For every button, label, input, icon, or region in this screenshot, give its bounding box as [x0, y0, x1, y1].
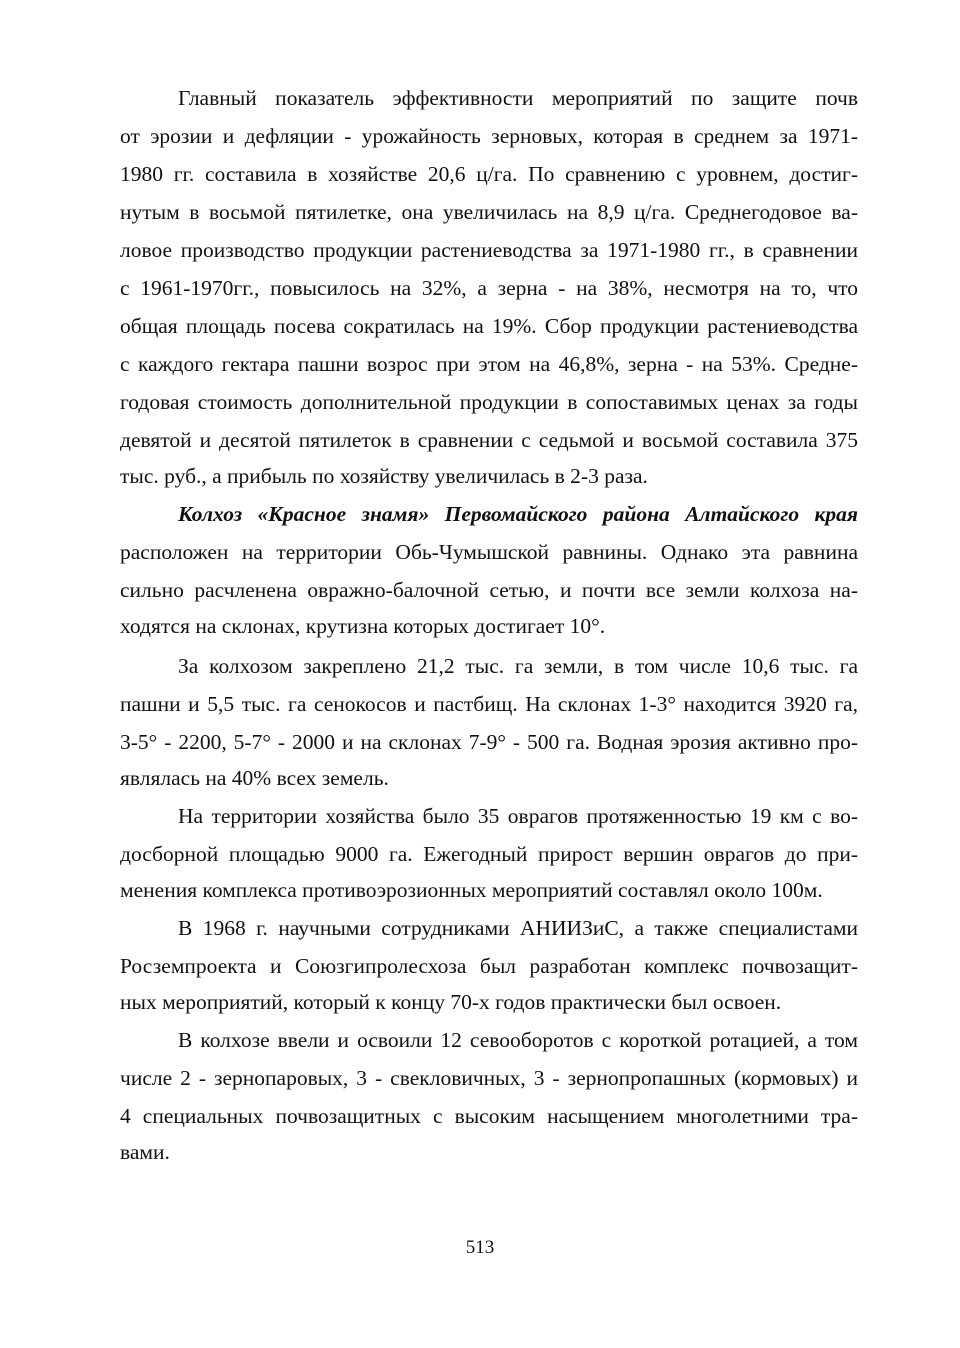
paragraph-6-line-2: числе 2 - зернопаровых, 3 - свекловичных, 3 - зернопропашных (кормовых) и — [120, 1066, 858, 1090]
paragraph-1-line-6: с 1961-1970гг., повысилось на 32%, а зерна - на 38%, несмотря на то, что — [120, 276, 858, 300]
paragraph-1-line-7: общая площадь посева сократилась на 19%. Сбор продукции растениеводства — [120, 314, 858, 338]
farm-heading-text: Колхоз «Красное знамя» Первомайского района Алтайского края — [178, 502, 858, 526]
paragraph-1-line-3: 1980 гг. составила в хозяйстве 20,6 ц/га. По сравнению с уровнем, достиг- — [120, 162, 858, 186]
page-number: 513 — [465, 1237, 495, 1258]
paragraph-4-line-1: На территории хозяйства было 35 оврагов протяженностью 19 км с во- — [178, 804, 858, 828]
paragraph-4-line-3: менения комплекса противоэрозионных мероприятий составлял около 100м. — [120, 878, 823, 902]
paragraph-6-line-1: В колхозе ввели и освоили 12 севооборотов с короткой ротацией, а том — [178, 1028, 858, 1052]
paragraph-1-line-4: нутым в восьмой пятилетке, она увеличилась на 8,9 ц/га. Среднегодовое ва- — [120, 200, 858, 224]
paragraph-1-line-11: тыс. руб., а прибыль по хозяйству увеличилась в 2-3 раза. — [120, 464, 648, 488]
paragraph-6-line-4: вами. — [120, 1140, 170, 1164]
farm-heading — [178, 500, 858, 528]
paragraph-3-line-2: пашни и 5,5 тыс. га сенокосов и пастбищ. На склонах 1-3° находится 3920 га, — [120, 692, 858, 716]
paragraph-4-line-2: досборной площадью 9000 га. Ежегодный прирост вершин оврагов до при- — [120, 842, 858, 866]
paragraph-1-line-8: с каждого гектара пашни возрос при этом на 46,8%, зерна - на 53%. Средне- — [120, 352, 858, 376]
paragraph-2-line-3: ходятся на склонах, крутизна которых достигает 10°. — [120, 614, 606, 638]
paragraph-5-line-3: ных мероприятий, который к концу 70-х годов практически был освоен. — [120, 990, 782, 1014]
paragraph-1-line-9: годовая стоимость дополнительной продукции в сопоставимых ценах за годы — [120, 390, 858, 414]
paragraph-3-line-4: являлась на 40% всех земель. — [120, 766, 389, 790]
paragraph-3-line-1: За колхозом закреплено 21,2 тыс. га земли, в том числе 10,6 тыс. га — [178, 654, 858, 678]
paragraph-3-line-3: 3-5° - 2200, 5-7° - 2000 и на склонах 7-9° - 500 га. Водная эрозия активно про- — [120, 730, 858, 754]
paragraph-1-line-2: от эрозии и дефляции - урожайность зерновых, которая в среднем за 1971- — [120, 124, 858, 148]
paragraph-1-line-5: ловое производство продукции растениеводства за 1971-1980 гг., в сравнении — [120, 238, 858, 262]
paragraph-5-line-2: Росземпроекта и Союзгипролесхоза был разработан комплекс почвозащит- — [120, 954, 858, 978]
paragraph-1-line-1: Главный показатель эффективности мероприятий по защите почв — [178, 86, 858, 110]
paragraph-2-line-2: сильно расчленена овражно-балочной сетью, и почти все земли колхоза на- — [120, 578, 858, 602]
paragraph-2-line-1: расположен на территории Обь-Чумышской равнины. Однако эта равнина — [120, 540, 858, 564]
paragraph-5-line-1: В 1968 г. научными сотрудниками АНИИЗиС, а также специалистами — [178, 916, 858, 940]
paragraph-1-line-10: девятой и десятой пятилеток в сравнении с седьмой и восьмой составила 375 — [120, 428, 858, 452]
paragraph-6-line-3: 4 специальных почвозащитных с высоким насыщением многолетними тра- — [120, 1104, 858, 1128]
